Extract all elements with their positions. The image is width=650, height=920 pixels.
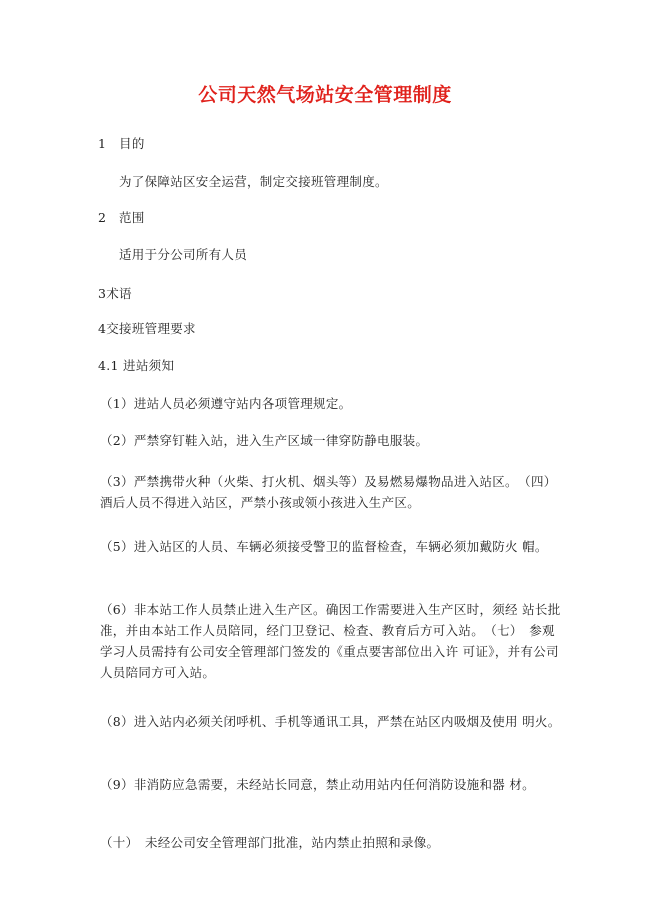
page-title: 公司天然气场站安全管理制度 (198, 84, 452, 106)
section-1-heading: 1 目的 (98, 136, 145, 151)
list-item: （3）严禁携带火种（火柴、打火机、烟头等）及易燃易爆物品进入站区。 （四） 酒后人员不得进入站区，严禁小孩或领小孩进入生产区。 (100, 474, 564, 510)
list-item: （8）进入站内必须关闭呼机、手机等通讯工具，严禁在站区内吸烟及使用 明火。 (100, 714, 561, 729)
section-2-body: 适用于分公司所有人员 (119, 247, 248, 262)
list-item: （1）进站人员必须遵守站内各项管理规定。 (100, 396, 352, 411)
list-item: （十） 未经公司安全管理部门批准，站内禁止拍照和录像。 (100, 835, 440, 850)
section-2-heading: 2 范围 (98, 210, 145, 225)
list-item: （9）非消防应急需要，未经站长同意，禁止动用站内任何消防设施和器 材。 (100, 777, 535, 792)
list-item: （2）严禁穿钉鞋入站，进入生产区域一律穿防静电服装。 (100, 433, 429, 448)
section-3-heading: 3术语 (98, 286, 132, 301)
list-item: （6）非本站工作人员禁止进入生产区。确因工作需要进入生产区时，须经 站长批准，并由本站工作人员陪同，经门卫登记、检查、教育后方可入站。 （七） 参观学习人员需持有公司安全管理部门签发的《重点要害部位出入许 可证》，并有公司人员陪同方可入站。 (100, 602, 561, 680)
section-4-1-heading: 4.1 进站须知 (98, 358, 175, 373)
list-item: （5）进入站区的人员、车辆必须接受警卫的监督检查，车辆必须加戴防火 帽。 (100, 539, 548, 554)
section-4-heading: 4交接班管理要求 (98, 321, 196, 336)
section-1-body: 为了保障站区安全运营，制定交接班管理制度。 (119, 174, 388, 189)
